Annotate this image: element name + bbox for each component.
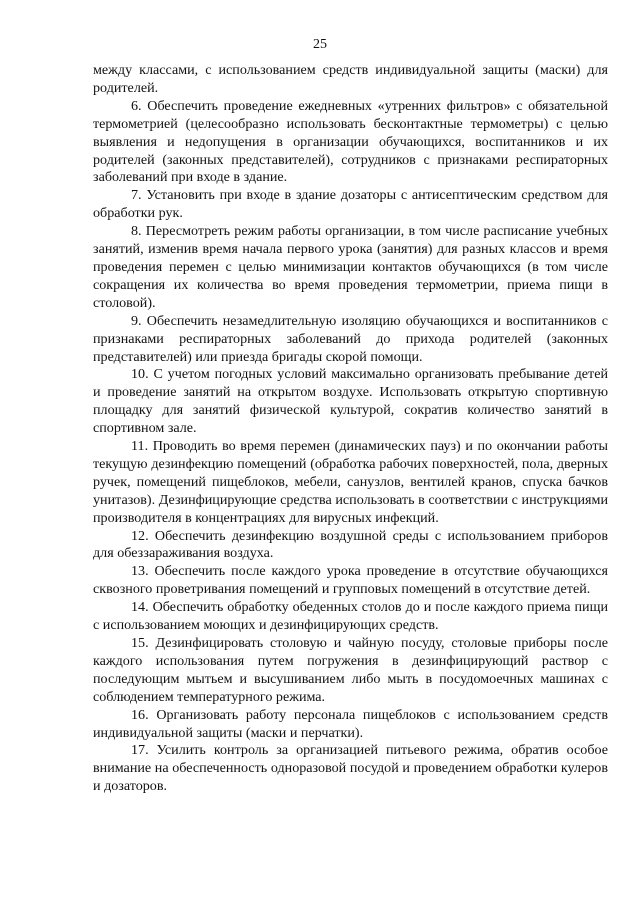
- document-body: [93, 62, 608, 796]
- paragraph-item-9: 9. Обеспечить незамедлительную изоляцию обучающихся и воспитанников с признаками респираторных заболеваний до прихода родителей (законных представителей) или приезда бригады скорой помощи.: [93, 312, 608, 365]
- paragraph-item-8: 8. Пересмотреть режим работы организации, в том числе расписание учебных занятий, изменив время начала первого урока (занятия) для разных классов и время проведения перемен с целью минимизации контактов обучающихся (в том числе сокращения их количества во время проведения термометрии, приема пищи в столовой).: [93, 223, 608, 311]
- paragraph-item-11: 11. Проводить во время перемен (динамических пауз) и по окончании работы текущую дезинфекцию помещений (обработка рабочих поверхностей, пола, дверных ручек, помещений пищеблоков, мебели, санузлов, вентилей кранов, спуска бачков унитазов). Дезинфицирующие средства использовать в соответствии с инструкциями производителя в концентрациях для вирусных инфекций.: [93, 438, 608, 526]
- paragraph-continuation: между классами, с использованием средств индивидуальной защиты (маски) для родителей.: [93, 62, 608, 96]
- paragraph-item-7: 7. Установить при входе в здание дозаторы с антисептическим средством для обработки рук.: [93, 187, 608, 222]
- paragraph-item-6: 6. Обеспечить проведение ежедневных «утренних фильтров» с обязательной термометрией (целесообразно использовать бесконтактные термометры) с целью выявления и недопущения в организации обучающихся, воспитанников и их родителей (законных представителей), сотрудников с признаками респираторных заболеваний при входе в здание.: [93, 97, 608, 186]
- paragraph-item-15: 15. Дезинфицировать столовую и чайную посуду, столовые приборы после каждого использования путем погружения в дезинфицирующий раствор с последующим мытьем и высушиванием либо мыть в посудомоечных машинах с соблюдением температурного режима.: [93, 635, 608, 705]
- paragraph-item-12: 12. Обеспечить дезинфекцию воздушной среды с использованием приборов для обеззараживания воздуха.: [93, 527, 608, 562]
- paragraph-item-13: 13. Обеспечить после каждого урока проведение в отсутствие обучающихся сквозного проветривания помещений и групповых помещений в отсутствие детей.: [93, 563, 608, 598]
- paragraph-item-10: 10. С учетом погодных условий максимально организовать пребывание детей и проведение занятий на открытом воздухе. Использовать открытую спортивную площадку для занятий физической культурой, сократив количество занятий в спортивном зале.: [93, 366, 608, 437]
- page-number: 25: [313, 37, 327, 52]
- paragraph-item-17: 17. Усилить контроль за организацией питьевого режима, обратив особое внимание на обеспеченность одноразовой посудой и проведением обработки кулеров и дозаторов.: [93, 742, 608, 795]
- paragraph-item-14: 14. Обеспечить обработку обеденных столов до и после каждого приема пищи с использованием моющих и дезинфицирующих средств.: [93, 599, 608, 634]
- paragraph-item-16: 16. Организовать работу персонала пищеблоков с использованием средств индивидуальной защиты (маски и перчатки).: [93, 706, 608, 741]
